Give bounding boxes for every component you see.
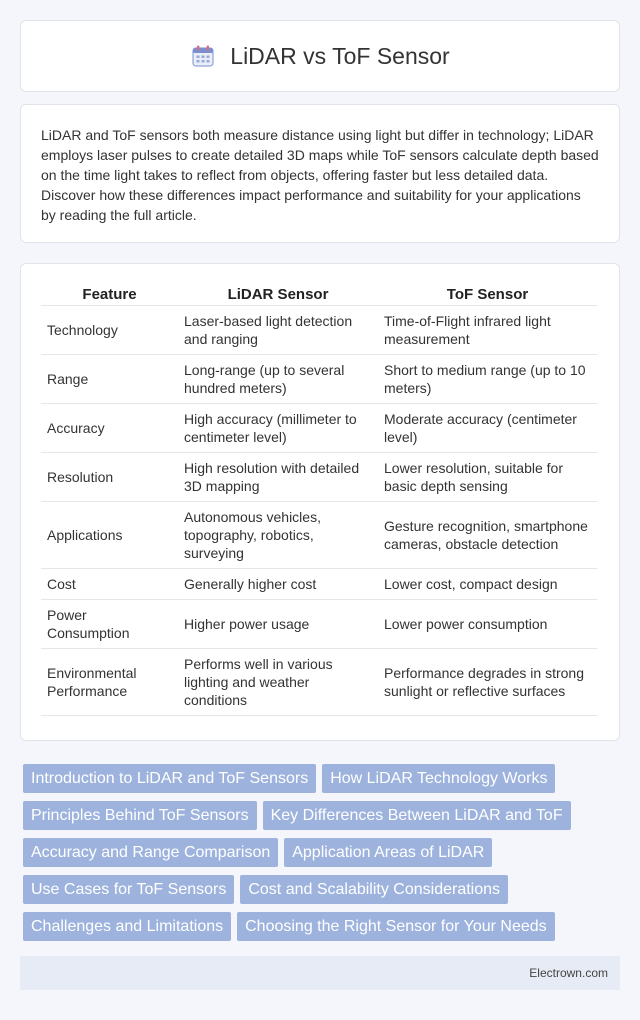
table-cell: Applications [41,502,178,569]
table-row [41,355,597,404]
table-cell: Lower power consumption [378,600,597,649]
comparison-table-card [20,263,620,741]
table-cell: Higher power usage [178,600,378,649]
topic-link-accuracy-range[interactable]: Accuracy and Range Comparison [23,838,278,867]
title-wrap [190,43,449,70]
table-cell: Autonomous vehicles, topography, robotics, surveying [178,502,378,569]
table-cell: Performance degrades in strong sunlight or reflective surfaces [378,649,597,716]
table-cell: Long-range (up to several hundred meters) [178,355,378,404]
table-cell: Power Consumption [41,600,178,649]
topic-link-tof-use-cases[interactable]: Use Cases for ToF Sensors [23,875,234,904]
table-row [41,649,597,716]
comparison-table [41,282,597,716]
table-cell: High accuracy (millimeter to centimeter level) [178,404,378,453]
topic-link-tof-principles[interactable]: Principles Behind ToF Sensors [23,801,257,830]
topic-link-lidar-applications[interactable]: Application Areas of LiDAR [284,838,492,867]
table-cell: Time-of-Flight infrared light measurement [378,306,597,355]
table-cell: Environmental Performance [41,649,178,716]
topic-link-choosing-sensor[interactable]: Choosing the Right Sensor for Your Needs [237,912,555,941]
table-cell: Technology [41,306,178,355]
table-cell: Laser-based light detection and ranging [178,306,378,355]
table-header-row [41,282,597,306]
table-cell: Range [41,355,178,404]
table-row [41,569,597,600]
table-cell: Gesture recognition, smartphone cameras, obstacle detection [378,502,597,569]
topic-link-key-differences[interactable]: Key Differences Between LiDAR and ToF [263,801,571,830]
footer [20,956,620,990]
table-cell: Cost [41,569,178,600]
page-title: LiDAR vs ToF Sensor [230,42,450,69]
table-row [41,600,597,649]
header-feature: Feature [41,282,178,306]
calendar-icon [190,43,216,69]
header-tof: ToF Sensor [378,282,597,306]
table-cell: Short to medium range (up to 10 meters) [378,355,597,404]
intro-text: LiDAR and ToF sensors both measure distance using light but differ in technology; LiDAR employs laser pulses to create detailed 3D maps while ToF sensors calculate depth based on the time light takes to reflect from objects, offering faster but less detailed data. Discover how these differences impact performance and suitability for your applications by reading the full article. [41,127,599,223]
topic-link-intro[interactable]: Introduction to LiDAR and ToF Sensors [23,764,316,793]
header-lidar: LiDAR Sensor [178,282,378,306]
table-cell: Performs well in various lighting and weather conditions [178,649,378,716]
table-cell: Resolution [41,453,178,502]
topic-link-cost-scalability[interactable]: Cost and Scalability Considerations [240,875,508,904]
table-row [41,453,597,502]
table-row [41,404,597,453]
topic-link-how-lidar-works[interactable]: How LiDAR Technology Works [322,764,555,793]
table-cell: Accuracy [41,404,178,453]
table-cell: Lower cost, compact design [378,569,597,600]
table-cell: Lower resolution, suitable for basic depth sensing [378,453,597,502]
table-cell: High resolution with detailed 3D mapping [178,453,378,502]
table-cell: Moderate accuracy (centimeter level) [378,404,597,453]
intro-card [20,104,620,243]
footer-site-name: Electrown.com [529,966,608,980]
table-cell: Generally higher cost [178,569,378,600]
table-row [41,502,597,569]
topic-links [23,764,583,941]
topic-link-challenges[interactable]: Challenges and Limitations [23,912,231,941]
table-row [41,306,597,355]
header-card [20,20,620,92]
